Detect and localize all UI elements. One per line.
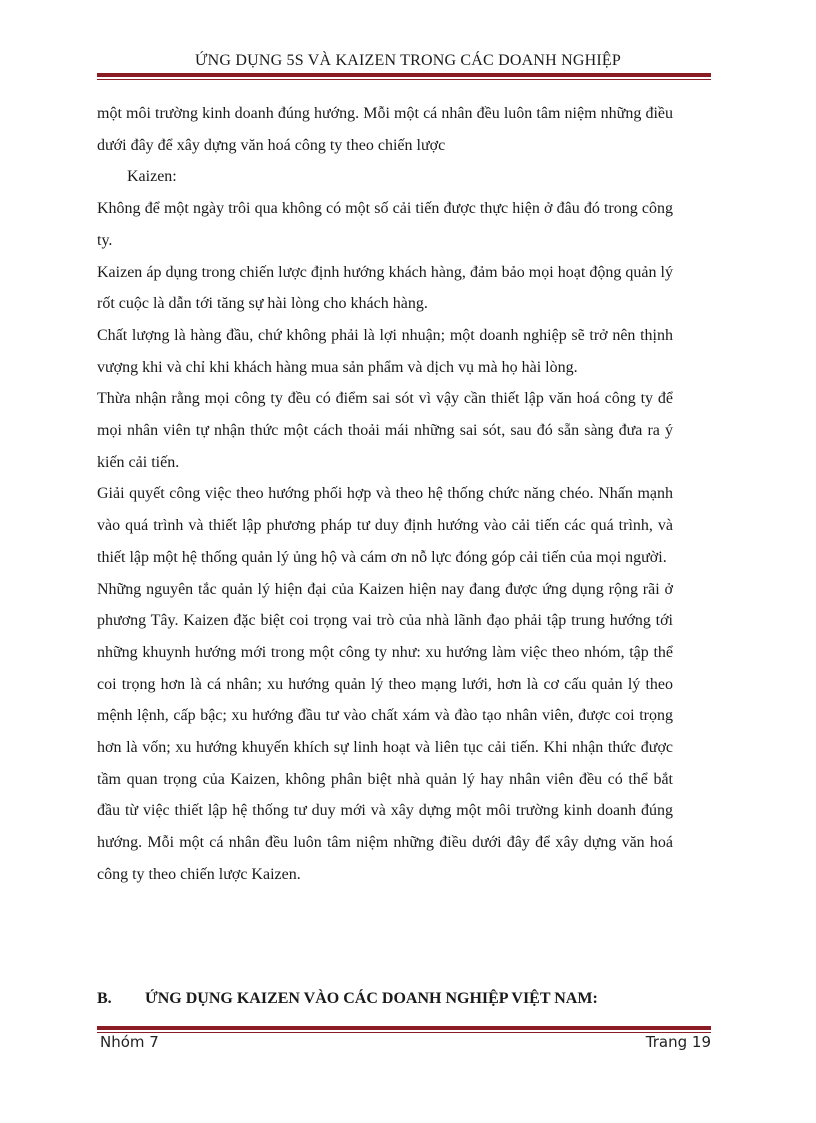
paragraph-cross-functional: Giải quyết công việc theo hướng phối hợp và theo hệ thống chức năng chéo. Nhấn mạnh vào quá trình và thiết lập phương pháp tư duy định hướng vào cải tiến các quá trình, và thiết lập một hệ thống quản lý ủng hộ và cám ơn nỗ lực đóng góp cải tiến của mọi người. bbox=[97, 485, 673, 566]
paragraph-customer-orientation: Kaizen áp dụng trong chiến lược định hướng khách hàng, đảm bảo mọi hoạt động quản lý rốt cuộc là dẫn tới tăng sự hài lòng cho khách hàng. bbox=[97, 263, 673, 313]
paragraph-modern-principles: Những nguyên tắc quản lý hiện đại của Kaizen hiện nay đang được ứng dụng rộng rãi ở phương Tây. Kaizen đặc biệt coi trọng vai trò của nhà lãnh đạo phải tập trung hướng tới những khuynh hướng mới trong một công ty như: xu hướng làm việc theo nhóm, tập thể coi trọng hơn là cá nhân; xu hướng quản lý theo mạng lưới, hơn là cơ cấu quản lý theo mệnh lệnh, cấp bậc; xu hướng đầu tư vào chất xám và đào tạo nhân viên, được coi trọng hơn là vốn; xu hướng khuyến khích sự linh hoạt và liên tục cải tiến. Khi nhận thức được tầm quan trọng của Kaizen, không phân biệt nhà quản lý hay nhân viên đều có thể bắt đầu từ việc thiết lập hệ thống tư duy mới và xây dựng một môi trường kinh doanh đúng hướng. Mỗi một cá nhân đều luôn tâm niệm những điều dưới đây để xây dựng văn hoá công ty theo chiến lược Kaizen. bbox=[97, 580, 673, 883]
footer-page-number: Trang 19 bbox=[645, 1033, 711, 1051]
section-letter: B. bbox=[97, 990, 112, 1007]
section-title: ỨNG DỤNG KAIZEN VÀO CÁC DOANH NGHIỆP VIỆT NAM: bbox=[145, 990, 598, 1007]
section-heading bbox=[97, 990, 697, 1008]
paragraph-acknowledge-errors: Thừa nhận rằng mọi công ty đều có điểm sai sót vì vậy cần thiết lập văn hoá công ty để mọi nhân viên tự nhận thức một cách thoải mái những sai sót, sau đó sẵn sàng đưa ra ý kiến cải tiến. bbox=[97, 390, 673, 471]
header-divider bbox=[97, 73, 711, 80]
page-header-title: ỨNG DỤNG 5S VÀ KAIZEN TRONG CÁC DOANH NGHIỆP bbox=[195, 52, 621, 69]
footer-group-name: Nhóm 7 bbox=[100, 1033, 159, 1051]
paragraph-kaizen-label: Kaizen: bbox=[127, 168, 177, 186]
paragraph-quality-first: Chất lượng là hàng đầu, chứ không phải là lợi nhuận; một doanh nghiệp sẽ trở nên thịnh vượng khi và chỉ khi khách hàng mua sản phẩm và dịch vụ mà họ hài lòng. bbox=[97, 326, 673, 376]
paragraph-no-day-without-improvement: Không để một ngày trôi qua không có một số cải tiến được thực hiện ở đâu đó trong công ty. bbox=[97, 200, 673, 249]
document-body bbox=[97, 98, 673, 891]
paragraph-intro: một môi trường kinh doanh đúng hướng. Mỗi một cá nhân đều luôn tâm niệm những điều dưới đây để xây dựng văn hoá công ty theo chiến lược bbox=[97, 105, 673, 154]
footer-divider bbox=[97, 1026, 711, 1033]
